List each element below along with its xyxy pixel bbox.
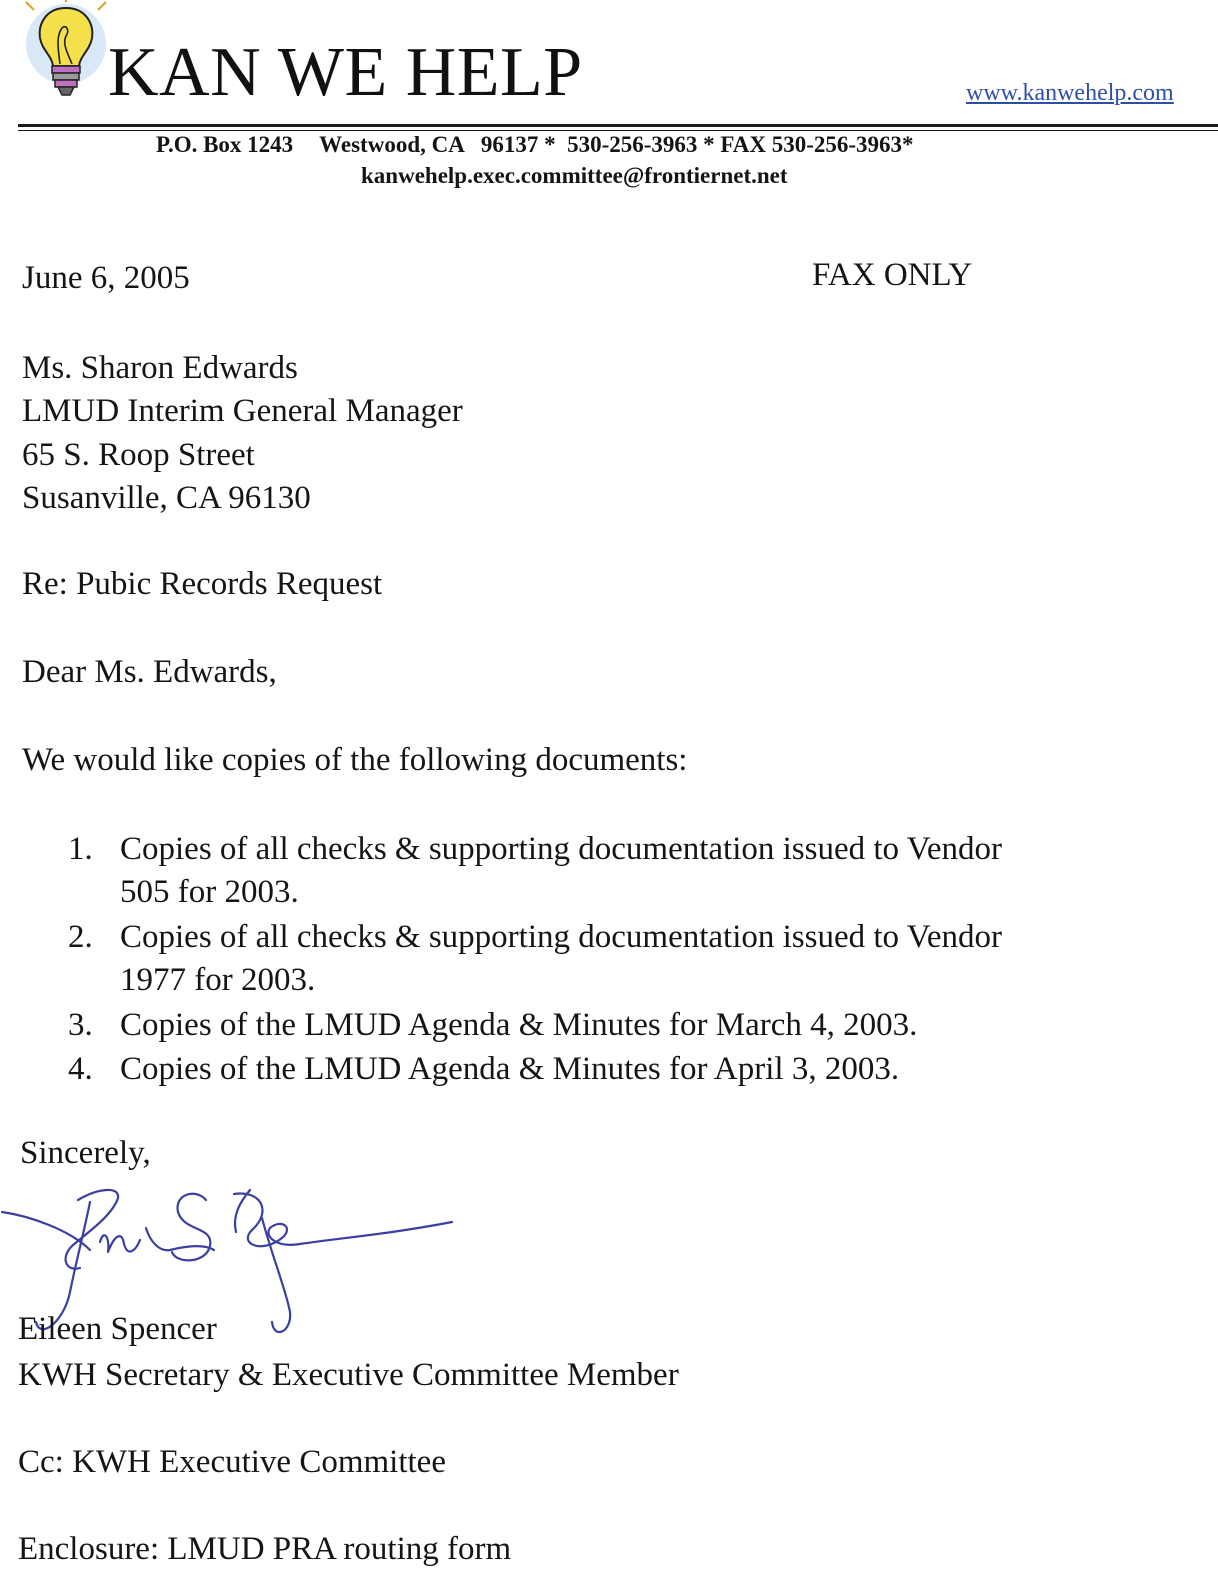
- letterhead-divider-thin: [18, 130, 1218, 131]
- list-item-text: Copies of all checks & supporting documentation issued to Vendor: [120, 831, 1003, 867]
- subject-line: Re: Pubic Records Request: [22, 566, 383, 602]
- list-item-number: 2.: [68, 919, 93, 955]
- list-item-text: Copies of all checks & supporting documentation issued to Vendor: [120, 919, 1003, 955]
- cc-line: Cc: KWH Executive Committee: [18, 1444, 446, 1480]
- list-item-text: Copies of the LMUD Agenda & Minutes for March 4, 2003.: [120, 1007, 918, 1043]
- letterhead-address: [156, 132, 914, 158]
- salutation: Dear Ms. Edwards,: [22, 654, 277, 690]
- signer-title: KWH Secretary & Executive Committee Member: [18, 1357, 679, 1393]
- list-item-number: 1.: [68, 831, 93, 867]
- intro-paragraph: We would like copies of the following documents:: [22, 742, 688, 778]
- letterhead-email: kanwehelp.exec.committee@frontiernet.net: [361, 163, 788, 188]
- signer-name: Eileen Spencer: [18, 1311, 217, 1347]
- letterhead-divider: [18, 124, 1218, 127]
- organization-name: KAN WE HELP: [108, 34, 583, 111]
- website-link[interactable]: www.kanwehelp.com: [966, 80, 1174, 106]
- list-item-text: Copies of the LMUD Agenda & Minutes for April 3, 2003.: [120, 1051, 900, 1087]
- list-item-number: 3.: [68, 1007, 93, 1043]
- recipient-city: Susanville, CA 96130: [22, 480, 311, 516]
- lightbulb-icon: [22, 0, 114, 108]
- recipient-name: Ms. Sharon Edwards: [22, 350, 298, 386]
- list-item-text: 1977 for 2003.: [120, 962, 316, 998]
- city-phone-fax: Westwood, CA 96137 * 530-256-3963 * FAX 530-256-3963*: [319, 132, 914, 157]
- delivery-note: FAX ONLY: [812, 257, 973, 293]
- po-box: P.O. Box 1243: [156, 132, 294, 157]
- list-item-number: 4.: [68, 1051, 93, 1087]
- recipient-street: 65 S. Roop Street: [22, 437, 255, 473]
- closing: Sincerely,: [20, 1135, 151, 1171]
- letter-date: June 6, 2005: [22, 260, 190, 296]
- recipient-title: LMUD Interim General Manager: [22, 393, 463, 429]
- list-item-text: 505 for 2003.: [120, 874, 299, 910]
- enclosure-line: Enclosure: LMUD PRA routing form: [18, 1531, 512, 1567]
